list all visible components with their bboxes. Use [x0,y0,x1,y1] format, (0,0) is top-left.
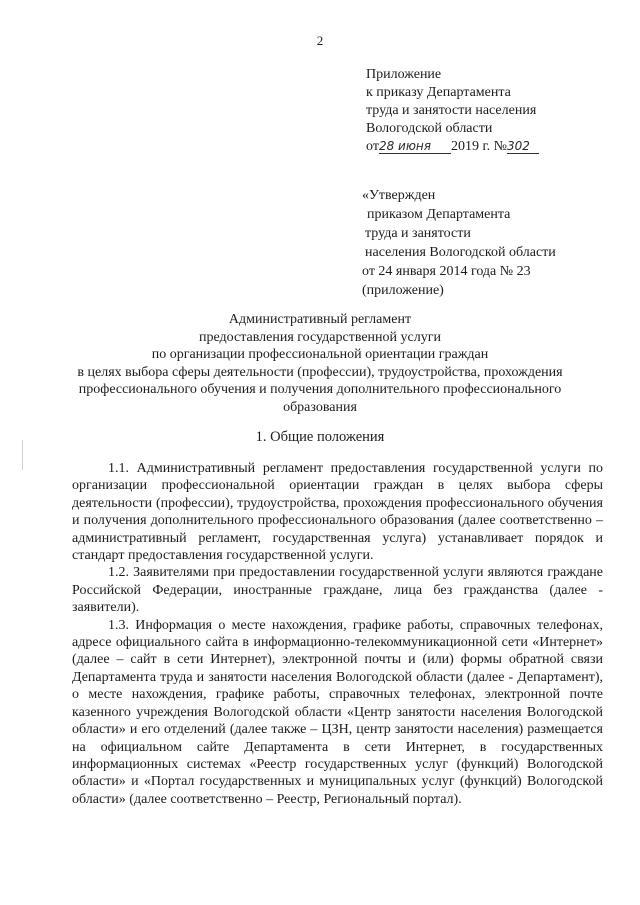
title-line: образования [283,399,357,415]
order-date-line [366,138,539,156]
title-line: Административный регламент [228,312,412,327]
title-line: по организации профессиональной ориентации граждан [151,347,489,362]
handwritten-number: 302 [507,139,539,154]
document-body [72,460,603,808]
document-title [60,311,580,416]
paragraph: 1.2. Заявителями при предоставлении государственной услуги являются граждане Российской Федерации, иностранные граждане, лица без гражданства (далее - заявители). [72,565,603,616]
paragraph: 1.1. Административный регламент предоставления государственной услуги по организации профессиональной ориентации граждан в целях выбора сферы деятельности (профессии), трудоустройства, прохождения профессионального обучения и получения дополнительного профессионального образования (далее соответственно – административный регламент, государственная услуга) устанавливает порядок и стандарт предоставления государственной услуги. [72,461,603,564]
title-line: в целях выбора сферы деятельности (профессии), трудоустройства, прохождения [77,364,563,380]
approved-line: труда и занятости [365,226,471,241]
appendix-block [366,66,539,156]
approved-line: приказом Департамента [367,207,511,222]
appendix-line: к приказу Департамента [366,85,511,100]
paragraph: 1.3. Информация о месте нахождения, графике работы, справочных телефонах, адресе официального сайта в информационно-телекоммуникационной сети «Интернет» (далее – сайт в сети Интернет), электронной почты и (или) формы обратной связи Департамента труда и занятости населения Вологодской области (далее - Департамент), о месте нахождения, графике работы, справочных телефонах, электронной почте казенного учреждения Вологодской области «Центр занятости населения Вологодской области» и его отделений (далее также – ЦЗН, центр занятости населения) размещается на официальном сайте Департамента в сети Интернет, в государственных информационных системах «Реестр государственных услуг (функций) Вологодской области» и «Портал государственных и муниципальных услуг (функций) Вологодской области» (далее соответственно – Реестр, Региональный портал). [72,617,603,807]
handwritten-date: 28 июня [379,139,451,154]
date-prefix: от [366,139,379,154]
appendix-line: труда и занятости населения [366,103,537,118]
approved-line: (приложение) [362,283,444,298]
title-line: предоставления государственной услуги [199,329,441,345]
section-heading: 1. Общие положения [255,429,385,445]
approved-line: «Утвержден [362,188,436,203]
approved-block [362,186,556,300]
appendix-line: Приложение [366,67,442,82]
page-number: 2 [316,33,324,48]
approved-line: от 24 января 2014 года № 23 [362,264,531,279]
approved-line: населения Вологодской области [365,245,556,260]
title-line: профессионального обучения и получения дополнительного профессионального [78,382,562,397]
date-year: 2019 г. № [450,139,507,154]
appendix-line: Вологодской области [366,121,493,136]
